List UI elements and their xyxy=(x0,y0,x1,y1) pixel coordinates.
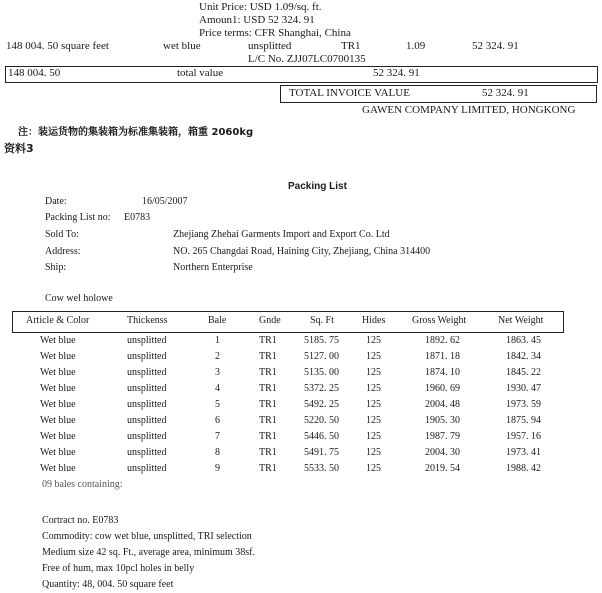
table-header xyxy=(12,311,564,333)
table-row xyxy=(0,335,602,349)
table-row xyxy=(0,399,602,413)
cell-net-weight: 1988. 42 xyxy=(506,463,541,474)
ship-label: Ship: xyxy=(45,262,67,273)
cell-net-weight: 1842. 34 xyxy=(506,351,541,362)
cell-thickness: unsplitted xyxy=(127,367,167,378)
cell-grade: TR1 xyxy=(259,415,277,426)
total-value-label: total value xyxy=(177,67,224,79)
cell-grade: TR1 xyxy=(259,431,277,442)
table-row xyxy=(0,415,602,429)
cell-gross-weight: 2019. 54 xyxy=(425,463,460,474)
cell-net-weight: 1875. 94 xyxy=(506,415,541,426)
cell-sqft: 5533. 50 xyxy=(304,463,339,474)
cell-thickness: unsplitted xyxy=(127,351,167,362)
cell-hides: 125 xyxy=(366,383,381,394)
column-header-gross-weight: Gross Weight xyxy=(412,315,467,326)
cell-thickness: unsplitted xyxy=(127,415,167,426)
cell-gross-weight: 1905. 30 xyxy=(425,415,460,426)
cell-gross-weight: 2004. 30 xyxy=(425,447,460,458)
table-row xyxy=(0,447,602,461)
line-price: 1.09 xyxy=(406,40,426,52)
date-label: Date: xyxy=(45,196,67,207)
cell-gross-weight: 1960. 69 xyxy=(425,383,460,394)
cell-thickness: unsplitted xyxy=(127,463,167,474)
line-thickness: unsplitted xyxy=(248,40,292,52)
free-of-hum: Free of hum, max 10pcl holes in belly xyxy=(42,563,195,574)
cell-thickness: unsplitted xyxy=(127,399,167,410)
table-row xyxy=(0,463,602,477)
column-header-net-weight: Net Weight xyxy=(498,315,544,326)
cell-thickness: unsplitted xyxy=(127,383,167,394)
amount: Amoun1: USD 52 324. 91 xyxy=(199,14,315,26)
address-value: NO. 265 Changdai Road, Haining City, Zhejiang, China 314400 xyxy=(173,246,431,257)
cell-hides: 125 xyxy=(366,447,381,458)
cell-gross-weight: 1874. 10 xyxy=(425,367,460,378)
cell-gross-weight: 1871. 18 xyxy=(425,351,460,362)
address-label: Address: xyxy=(45,246,81,257)
quantity: Quantity: 48, 004. 50 square feet xyxy=(42,579,174,590)
cell-sqft: 5135. 00 xyxy=(304,367,339,378)
total-invoice-label: TOTAL INVOICE VALUE xyxy=(289,87,410,99)
cell-sqft: 5220. 50 xyxy=(304,415,339,426)
total-invoice-amount: 52 324. 91 xyxy=(482,87,529,99)
cell-grade: TR1 xyxy=(259,351,277,362)
column-header-article: Article & Color xyxy=(26,315,90,326)
cell-net-weight: 1957. 16 xyxy=(506,431,541,442)
column-header-bale: Bale xyxy=(208,315,227,326)
cell-bale: 9 xyxy=(215,463,220,474)
cell-bale: 5 xyxy=(215,399,220,410)
cell-bale: 3 xyxy=(215,367,220,378)
cell-gross-weight: 2004. 48 xyxy=(425,399,460,410)
cell-article: Wet blue xyxy=(40,431,76,442)
cell-thickness: unsplitted xyxy=(127,335,167,346)
table-row xyxy=(0,367,602,381)
cell-grade: TR1 xyxy=(259,383,277,394)
column-header-hides: Hides xyxy=(362,315,386,326)
cell-sqft: 5492. 25 xyxy=(304,399,339,410)
line-amount: 52 324. 91 xyxy=(472,40,519,52)
cell-grade: TR1 xyxy=(259,399,277,410)
cell-sqft: 5372. 25 xyxy=(304,383,339,394)
cell-bale: 1 xyxy=(215,335,220,346)
cell-bale: 6 xyxy=(215,415,220,426)
goods-heading: Cow wel holowe xyxy=(45,293,113,304)
cell-article: Wet blue xyxy=(40,447,76,458)
cell-article: Wet blue xyxy=(40,367,76,378)
cell-bale: 7 xyxy=(215,431,220,442)
price-terms: Price terms: CFR Shanghai, China xyxy=(199,27,351,39)
cell-grade: TR1 xyxy=(259,367,277,378)
cell-hides: 125 xyxy=(366,399,381,410)
commodity: Commodity: cow wet blue, unsplitted, TRI selection xyxy=(42,531,252,542)
date-value: 16/05/2007 xyxy=(142,196,188,207)
cell-thickness: unsplitted xyxy=(127,431,167,442)
cell-grade: TR1 xyxy=(259,335,277,346)
sold-to-value: Zhejiang Zhehai Garments Import and Export Co. Ltd xyxy=(173,229,390,240)
cell-sqft: 5185. 75 xyxy=(304,335,339,346)
cell-bale: 4 xyxy=(215,383,220,394)
packing-list-no-label: Packing List no: xyxy=(45,212,111,223)
packing-list-no-value: E0783 xyxy=(124,212,151,223)
cell-hides: 125 xyxy=(366,431,381,442)
total-quantity: 148 004. 50 xyxy=(8,67,61,79)
cell-hides: 125 xyxy=(366,367,381,378)
cell-bale: 8 xyxy=(215,447,220,458)
medium-size: Medium size 42 sq. Ft., average area, minimum 38sf. xyxy=(42,547,256,558)
line-grade: TR1 xyxy=(341,40,361,52)
ship-value: Northern Enterprise xyxy=(173,262,253,273)
column-header-thickness: Thickenss xyxy=(127,315,168,326)
cell-net-weight: 1845. 22 xyxy=(506,367,541,378)
cell-article: Wet blue xyxy=(40,463,76,474)
cell-article: Wet blue xyxy=(40,383,76,394)
cell-hides: 125 xyxy=(366,335,381,346)
company-name: GAWEN COMPANY LIMITED, HONGKONG xyxy=(362,104,576,116)
total-value-amount: 52 324. 91 xyxy=(373,67,420,79)
cell-article: Wet blue xyxy=(40,399,76,410)
cell-net-weight: 1973. 59 xyxy=(506,399,541,410)
cell-gross-weight: 1892. 62 xyxy=(425,335,460,346)
cell-hides: 125 xyxy=(366,463,381,474)
cell-sqft: 5127. 00 xyxy=(304,351,339,362)
line-quantity: 148 004. 50 square feet xyxy=(6,40,109,52)
lc-number: L/C No. ZJJ07LC0700135 xyxy=(248,53,366,65)
section-title: 资料3 xyxy=(4,142,34,155)
unit-price: Unit Price: USD 1.09/sq. ft. xyxy=(199,1,322,13)
table-row xyxy=(0,431,602,445)
cell-gross-weight: 1987. 79 xyxy=(425,431,460,442)
column-header-grade: Gnde xyxy=(259,315,281,326)
contract-number: Cortract no. E0783 xyxy=(42,515,119,526)
cell-hides: 125 xyxy=(366,415,381,426)
cell-net-weight: 1930. 47 xyxy=(506,383,541,394)
line-description: wet blue xyxy=(163,40,201,52)
cell-hides: 125 xyxy=(366,351,381,362)
table-row xyxy=(0,383,602,397)
cell-sqft: 5491. 75 xyxy=(304,447,339,458)
cell-article: Wet blue xyxy=(40,335,76,346)
packing-list-title: Packing List xyxy=(288,181,347,192)
bales-note: 09 bales containing: xyxy=(42,479,123,490)
cell-sqft: 5446. 50 xyxy=(304,431,339,442)
table-row xyxy=(0,351,602,365)
cell-bale: 2 xyxy=(215,351,220,362)
column-header-sqft: Sq. Ft xyxy=(310,315,334,326)
cell-net-weight: 1863. 45 xyxy=(506,335,541,346)
container-note: 注：装运货物的集装箱为标准集装箱，箱重 2060kg xyxy=(18,127,254,138)
cell-net-weight: 1973. 41 xyxy=(506,447,541,458)
cell-grade: TR1 xyxy=(259,463,277,474)
cell-thickness: unsplitted xyxy=(127,447,167,458)
total-value-box xyxy=(5,66,598,83)
sold-to-label: Sold To: xyxy=(45,229,79,240)
cell-article: Wet blue xyxy=(40,415,76,426)
cell-article: Wet blue xyxy=(40,351,76,362)
cell-grade: TR1 xyxy=(259,447,277,458)
